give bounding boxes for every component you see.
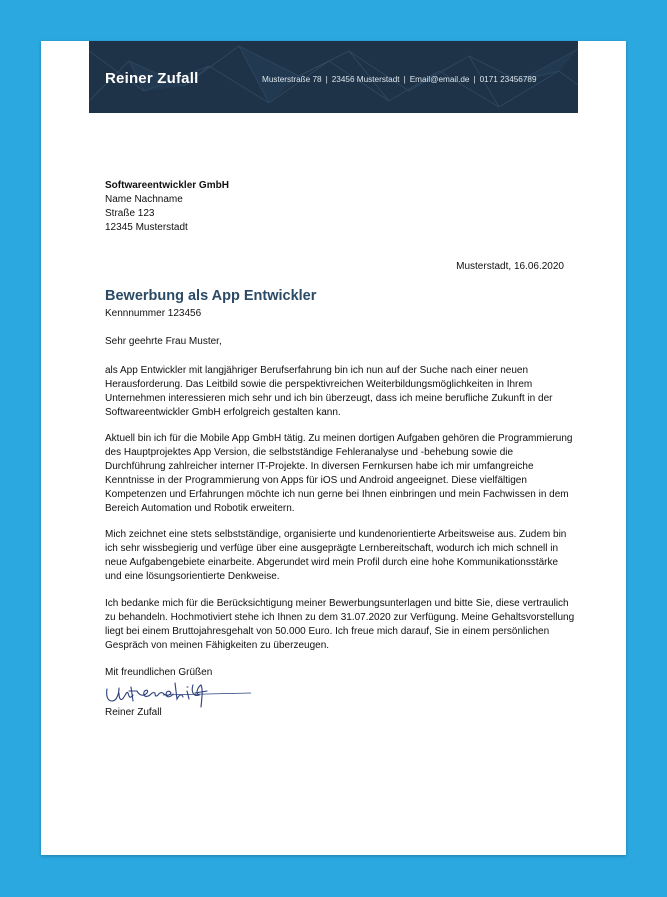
paragraph-text: als App Entwickler mit langjähriger Berufserfahrung bin ich nun auf der Suche nach einer neuen Herausforderung. Das Leitbild sowie die perspektivreichen Weiterbildungsmöglichkeiten in Ihrem Unternehmen interessieren mich sehr und ich bin überzeugt, dass ich meine berufliche Zukunft in der Softwareentwickler GmbH erfolgreich gestalten kann. — [105, 365, 553, 418]
body-paragraph-1 — [105, 364, 575, 420]
sender-phone: 0171 23456789 — [479, 75, 537, 84]
recipient-city: 12345 Musterstadt — [105, 222, 188, 233]
closing-phrase: Mit freundlichen Grüßen — [105, 667, 213, 678]
recipient-address — [105, 179, 229, 235]
recipient-street: Straße 123 — [105, 208, 155, 219]
letter-subject: Bewerbung als App Entwickler — [105, 288, 317, 304]
body-paragraph-4 — [105, 597, 575, 653]
letter-page — [41, 41, 626, 855]
body-paragraph-3 — [105, 528, 575, 584]
signer-name: Reiner Zufall — [105, 707, 162, 718]
recipient-company: Softwareentwickler GmbH — [105, 180, 229, 191]
paragraph-text: Ich bedanke mich für die Berücksichtigung meiner Bewerbungsunterlagen und bitte Sie, diese vertraulich zu behandeln. Hochmotiviert stehe ich Ihnen zu dem 31.07.2020 zur Verfügung. Meine Gehaltsvorstellung liegt bei einem Bruttojahresgehalt von 50.000 Euro. Ich freue mich darauf, Sie in einem persönlichen Gespräch von meinen Fähigkeiten zu überzeugen. — [105, 598, 575, 651]
letter-header — [89, 41, 578, 113]
reference-number: Kennnummer 123456 — [105, 308, 202, 319]
sender-email: Email@email.de — [409, 75, 470, 84]
separator: | — [403, 75, 406, 84]
sender-city: 23456 Musterstadt — [331, 75, 400, 84]
paragraph-text: Mich zeichnet eine stets selbstständige, organisierte und kundenorientierte Arbeitsweise aus. Zudem bin ich sehr wissbegierig und verfüge über eine ausgeprägte Lernbereitschaft, wodurch ich mich schnell in neue Aufgabengebiete einarbeite. Abgerundet wird mein Profil durch eine hohe Kommunikationsstärke und eine lösungsorientierte Denkweise. — [105, 529, 567, 582]
sender-name: Reiner Zufall — [105, 70, 199, 87]
body-paragraph-2 — [105, 432, 575, 516]
sender-street: Musterstraße 78 — [262, 75, 322, 84]
sender-contact-line — [262, 75, 537, 84]
recipient-contact: Name Nachname — [105, 194, 183, 205]
separator: | — [325, 75, 328, 84]
paragraph-text: Aktuell bin ich für die Mobile App GmbH tätig. Zu meinen dortigen Aufgaben gehören die Programmierung des Hauptprojektes App Version, die selbstständige Fehleranalyse und -behebung sowie die Durchführung zahlreicher interner IT-Projekte. In diversen Fernkursen habe ich mir umfangreiche Kenntnisse in der Programmierung von Apps für iOS und Android angeeignet. Diese vielfältigen Kompetenzen und Erfahrungen möchte ich nun gerne bei Ihnen einbringen und mein Fachwissen in dem Bereich Automation und Robotik erweitern. — [105, 433, 573, 514]
separator: | — [473, 75, 476, 84]
letter-date: Musterstadt, 16.06.2020 — [456, 261, 564, 272]
salutation: Sehr geehrte Frau Muster, — [105, 336, 222, 347]
handwritten-signature — [103, 681, 253, 709]
